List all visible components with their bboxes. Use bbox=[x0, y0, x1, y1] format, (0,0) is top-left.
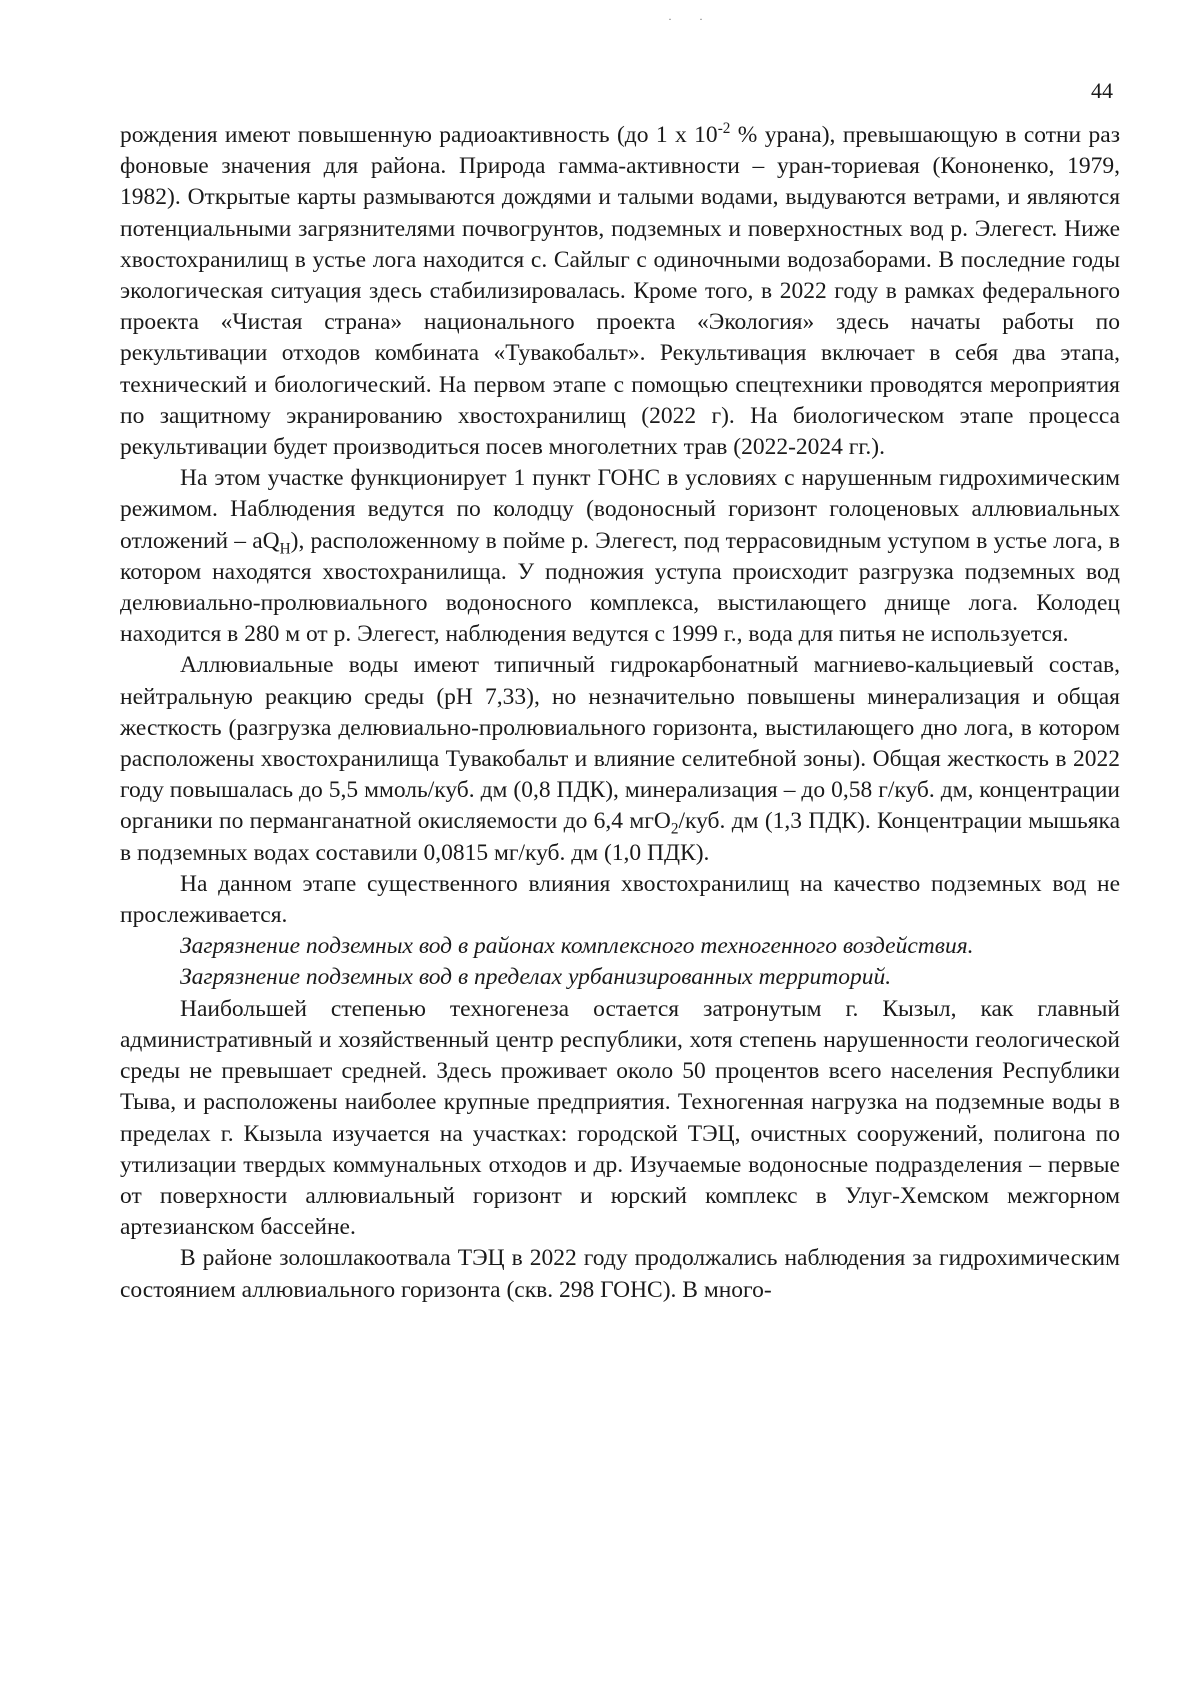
scan-marks: · · bbox=[668, 12, 715, 26]
paragraph-radioactivity bbox=[120, 120, 1120, 463]
text-run: На этом участке функционирует 1 пункт ГОНС в условиях с нарушенным гидрохимическим режимом. Наблюдения ведутся по колодцу (водоносный горизонт голоценовых аллювиальных отложений – aQ bbox=[120, 465, 1120, 554]
paragraph-gons-point bbox=[120, 463, 1120, 650]
text-run: На данном этапе существенного влияния хвостохранилищ на качество подземных вод не прослеживается. bbox=[120, 870, 1120, 929]
body-text bbox=[120, 120, 1120, 1306]
paragraph-conclusion bbox=[120, 869, 1120, 931]
text-run: /куб. дм (1,3 ПДК). Концентрации мышьяка в подземных водах составили 0,0815 мг/куб. дм (1,0 ПДК). bbox=[120, 808, 1120, 866]
paragraph-tec-ash-dump: В районе золошлакоотвала ТЭЦ в 2022 году продолжались наблюдения за гидрохимическим состоянием аллювиального горизонта (скв. 298 ГОНС). В много- bbox=[120, 1245, 1120, 1303]
section-heading-complex-impact: Загрязнение подземных вод в районах комплексного техногенного воздействия. bbox=[180, 933, 974, 960]
page-number: 44 bbox=[1091, 78, 1113, 103]
subscript: 2 bbox=[670, 821, 679, 839]
section-heading-urban-territories: Загрязнение подземных вод в пределах урбанизированных территорий. bbox=[180, 964, 892, 991]
text-run: % урана), превышающую в сотни раз фоновые значения для района. Природа гамма-активности – уран-ториевая (Кононенко, 1979, 1982). Открытые карты размываются дождями и талыми водами, выдуваются ветрами, и являются потенциальными загрязнителями почвогрунтов, подземных и поверхностных вод р. Элегест. Ниже хвостохранилищ в устье лога находится с. Сайлыг с одиночными водозаборами. В последние годы экологическая ситуация здесь стабилизировалась. Кроме того, в 2022 году в рамках федерального проекта «Чистая страна» национального проекта «Экология» здесь начаты работы по рекультивации отходов комбината «Тувакобальт». Рекультивация включает в себя два этапа, технический и биологический. На первом этапе с помощью спецтехники проводятся мероприятия по защитному экранированию хвостохранилищ (2022 г). На биологическом этапе процесса рекультивации будет производиться посев многолетних трав (2022-2024 гг.). bbox=[120, 122, 1120, 461]
text-run: ), расположенному в пойме р. Элегест, под террасовидным уступом в устье лога, в котором находятся хвостохранилища. У подножия уступа происходит разгрузка подземных вод делювиально-пролювиального водоносного комплекса, выстилающего днище лога. Колодец находится в 280 м от р. Элегест, наблюдения ведутся с 1999 г., вода для питья не используется. bbox=[120, 527, 1120, 648]
text-run: Аллювиальные воды имеют типичный гидрокарбонатный магниево-кальциевый состав, нейтральную реакцию среды (pH 7,33), но незначительно повышены минерализация и общая жесткость (разгрузка делювиально-пролювиального горизонта, выстилающего дно лога, в котором расположены хвостохранилища Тувакобальт и влияние селитебной зоны). Общая жесткость в 2022 году повышалась до 5,5 ммоль/куб. дм (0,8 ПДК), минерализация – до 0,58 г/куб. дм, концентрации органики по перманганатной окисляемости до 6,4 мгO bbox=[120, 652, 1120, 835]
subscript: H bbox=[279, 540, 291, 558]
paragraph-alluvial-waters bbox=[120, 650, 1120, 868]
paragraph-kyzyl: Наибольшей степенью техногенеза остается затронутым г. Кызыл, как главный административный и хозяйственный центр республики, хотя степень нарушенности геологической среды не превышает средней. Здесь проживает около 50 процентов всего населения Республики Тыва, и расположены наиболее крупные предприятия. Техногенная нагрузка на подземные воды в пределах г. Кызыла изучается на участках: городской ТЭЦ, очистных сооружений, полигона по утилизации твердых коммунальных отходов и др. Изучаемые водоносные подразделения – первые от поверхности аллювиальный горизонт и юрский комплекс в Улуг-Хемском межгорном артезианском бассейне. bbox=[120, 995, 1120, 1241]
superscript: -2 bbox=[717, 120, 731, 138]
text-run: рождения имеют повышенную радиоактивность (до 1 х 10 bbox=[120, 122, 718, 148]
